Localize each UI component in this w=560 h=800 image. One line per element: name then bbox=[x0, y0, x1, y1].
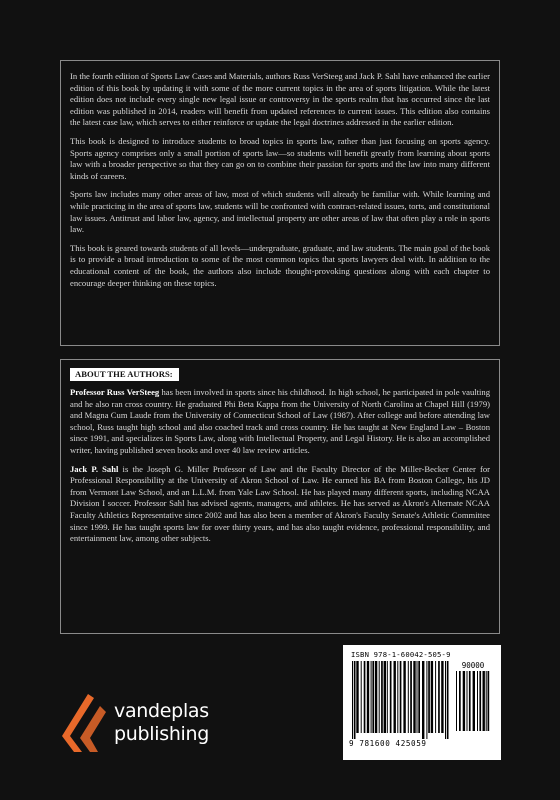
addon-bars bbox=[455, 671, 493, 737]
barcode-bar bbox=[477, 671, 478, 731]
about-authors-heading: ABOUT THE AUTHORS: bbox=[70, 368, 179, 381]
barcode-bar bbox=[438, 661, 440, 733]
barcode-bar bbox=[394, 661, 396, 733]
book-description-panel bbox=[60, 60, 500, 346]
author-name: Professor Russ VerSteeg bbox=[70, 387, 160, 397]
barcode-bar bbox=[397, 661, 398, 733]
barcode-bar bbox=[428, 661, 430, 733]
barcode-bar bbox=[381, 661, 383, 733]
barcode-bar bbox=[473, 671, 475, 731]
barcode-bar bbox=[456, 671, 457, 731]
barcode-bar bbox=[426, 661, 427, 739]
author-bio bbox=[70, 387, 490, 457]
author-bio-text: has been involved in sports since his childhood. In high school, he participated in pole vaulting and he also ran cross country. He graduated Phi Beta Kappa from the University of North Carolina at Chapel Hill (1979) and Magna Cum Laude from the University of Connecticut School of Law (1987). After college and before attending law school, Russ taught high school and also coached track and cross country. He has taught at New England Law – Boston since 1991, and specializes in Sports Law, along with Intellectual Property, and Legal History. He is also an accomplished writer, having published seven books and over 40 law review articles. bbox=[70, 387, 490, 455]
barcode-bar bbox=[390, 661, 392, 733]
barcode-bar bbox=[483, 671, 485, 731]
barcode-bar bbox=[463, 671, 465, 731]
barcode-bar bbox=[367, 661, 369, 733]
ean-bars bbox=[351, 661, 449, 739]
barcode-bar bbox=[364, 661, 366, 733]
publisher-logo bbox=[60, 690, 260, 760]
barcode-bar bbox=[417, 661, 418, 733]
barcode-bar bbox=[422, 661, 424, 739]
description-paragraph: In the fourth edition of Sports Law Cases and Materials, authors Russ VerSteeg and Jack P. Sahl have enhanced the earlier edition of this book by updating it with some of the more current topics in the area of sports litigation. While the latest edition does not include every single new legal issue or controversy in the sports realm that has occurred since the last edition was published in 2014, readers will benefit from updated references to current issues. This edition also contains the latest case law, which serves to either reinforce or update the legal doctrines addressed in the earlier edition. bbox=[70, 71, 490, 128]
barcode-bar bbox=[371, 661, 372, 733]
barcode-bar bbox=[375, 661, 377, 733]
barcode-bar bbox=[469, 671, 471, 731]
barcode-bar bbox=[486, 671, 487, 731]
author-bio bbox=[70, 464, 490, 545]
barcode-bar bbox=[356, 661, 358, 733]
author-name: Jack P. Sahl bbox=[70, 463, 119, 474]
barcode-bar bbox=[400, 661, 402, 733]
about-authors-panel bbox=[60, 359, 500, 634]
barcode-bar bbox=[413, 661, 415, 733]
barcode-bar bbox=[467, 671, 468, 731]
barcode-bar bbox=[431, 661, 433, 733]
barcode-bar bbox=[459, 671, 461, 731]
barcode-bar bbox=[387, 661, 388, 733]
publisher-name-line1: vandeplas bbox=[114, 700, 209, 722]
barcode-bar bbox=[435, 661, 436, 733]
barcode-bar bbox=[379, 661, 380, 733]
barcode-row bbox=[351, 661, 493, 749]
barcode-bar bbox=[488, 671, 490, 731]
barcode-bar bbox=[441, 661, 443, 733]
chevron-logo-icon bbox=[60, 692, 110, 754]
author-bio-text: is the Joseph G. Miller Professor of Law and the Faculty Director of the Miller-Becker Center for Professional Responsibility at the University of Akron School of Law. He earned his BA from Boston College, his JD from Vermont Law School, and an L.L.M. from Yale Law School. He has played many different sports, including NCAA Division I soccer. Professor Sahl has advised agents, managers, and athletes. He has served as Akron's Alternate NCAA Faculty Athletics Representative since 2002 and has also been a member of Akron's Faculty Senate's Athletic Committee since 1999. He has taught sports law for over thirty years, and has also taught evidence, professional responsibility, and entertainment law, among other subjects. bbox=[70, 463, 491, 544]
barcode-bar bbox=[447, 661, 449, 739]
barcode-bar bbox=[384, 661, 386, 733]
barcode-bar bbox=[408, 661, 409, 733]
description-paragraph: Sports law includes many other areas of law, most of which students will already be familiar with. While learning and while practicing in the area of sports law, students will be confronted with contract-related issues, torts, and constitutional law issues. Antitrust and labor law, agency, and intellectual property are other areas of law that often play a role in sports law. bbox=[70, 189, 490, 235]
barcode-bar bbox=[372, 661, 374, 733]
barcode-bar bbox=[403, 661, 405, 733]
isbn-barcode bbox=[343, 645, 501, 760]
barcode-bar bbox=[410, 661, 412, 733]
barcode-bar bbox=[479, 671, 481, 731]
description-paragraph: This book is geared towards students of all levels—undergraduate, graduate, and law students. The main goal of the book is to provide a broad introduction to some of the most common topics that sports lawyers deal with. In addition to the educational content of the book, the authors also include thought-provoking questions along with each chapter to encourage deeper thinking on these topics. bbox=[70, 242, 490, 288]
ean-digits: 9 781600 425059 bbox=[349, 739, 427, 748]
isbn-label: ISBN 978-1-60042-505-9 bbox=[351, 650, 451, 659]
barcode-bar bbox=[361, 661, 362, 733]
barcode-bar bbox=[354, 661, 356, 739]
publisher-name-line2: publishing bbox=[114, 723, 210, 745]
barcode-bar bbox=[352, 661, 353, 739]
barcode-bar bbox=[418, 661, 420, 733]
description-paragraph: This book is designed to introduce students to broad topics in sports law, rather than just focusing on sports agency. Sports agency comprises only a small portion of sports law—so students will benefit greatly from learning about sports law with a broader perspective so that they can go on to combine their passion for sports and the law into many different kinds of careers. bbox=[70, 135, 490, 181]
barcode-addon-label: 90000 bbox=[461, 661, 485, 670]
barcode-bar bbox=[445, 661, 446, 739]
